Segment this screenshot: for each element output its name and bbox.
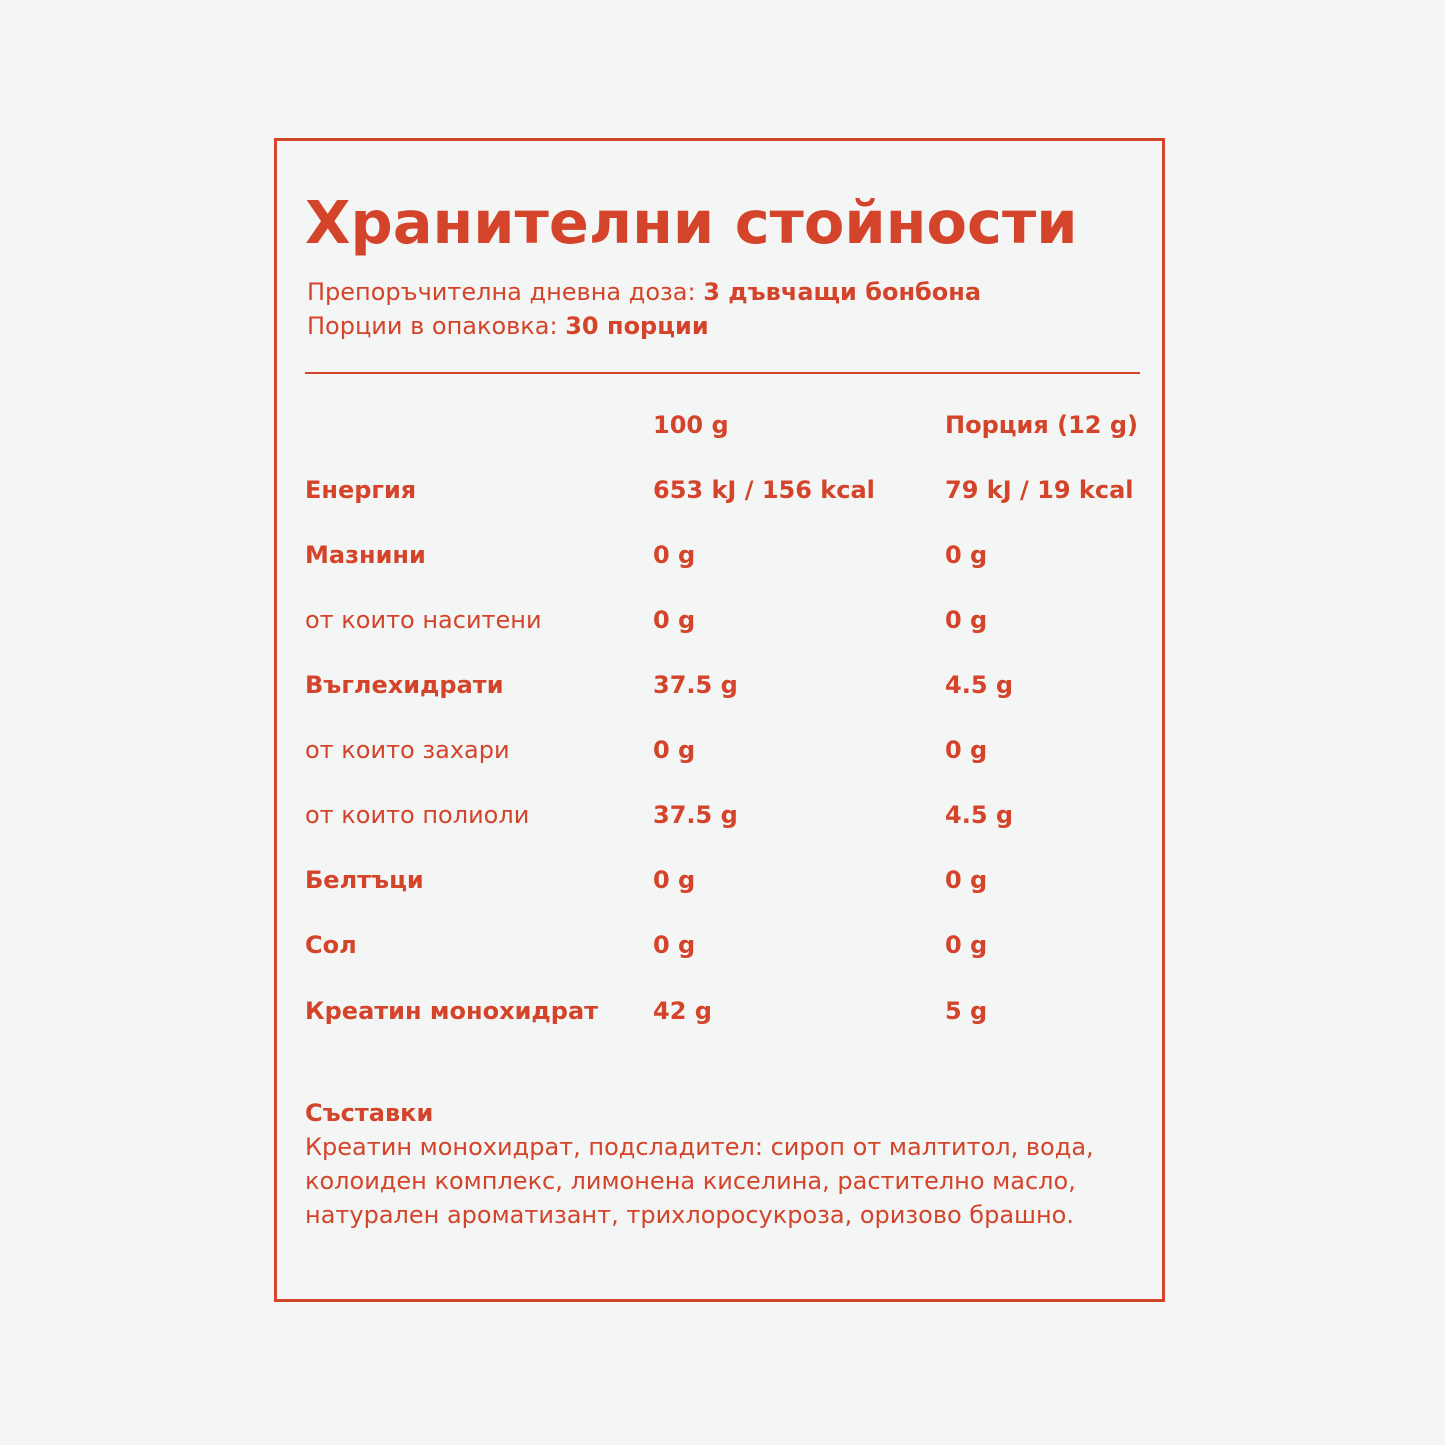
nutrient-name: Въглехидрати bbox=[305, 671, 504, 699]
value-per-100g: 0 g bbox=[653, 931, 696, 959]
divider bbox=[305, 372, 1140, 374]
value-per-serving: 4.5 g bbox=[945, 801, 1014, 829]
nutrition-facts-panel bbox=[274, 138, 1165, 1302]
servings-label: Порции в опаковка: bbox=[307, 312, 566, 340]
daily-dose-label: Препоръчителна дневна доза: bbox=[307, 278, 704, 306]
ingredients-title: Съставки bbox=[305, 1099, 434, 1127]
value-per-100g: 0 g bbox=[653, 606, 696, 634]
table-row-salt bbox=[305, 925, 1145, 965]
value-per-100g: 0 g bbox=[653, 541, 696, 569]
value-per-serving: 5 g bbox=[945, 997, 988, 1025]
nutrient-name: Енергия bbox=[305, 476, 417, 504]
value-per-100g: 0 g bbox=[653, 736, 696, 764]
value-per-100g: 42 g bbox=[653, 997, 712, 1025]
table-row-sugars bbox=[305, 730, 1145, 770]
table-row-protein bbox=[305, 860, 1145, 900]
servings-line bbox=[307, 309, 709, 343]
header-per-serving: Порция (12 g) bbox=[945, 411, 1138, 439]
value-per-serving: 0 g bbox=[945, 866, 988, 894]
table-row-saturated bbox=[305, 600, 1145, 640]
nutrient-name: Креатин монохидрат bbox=[305, 997, 599, 1025]
nutrient-name: от които наситени bbox=[305, 606, 542, 634]
table-header bbox=[305, 405, 1145, 445]
value-per-serving: 0 g bbox=[945, 931, 988, 959]
value-per-serving: 0 g bbox=[945, 606, 988, 634]
header-per-100g: 100 g bbox=[653, 411, 729, 439]
nutrient-name: от които полиоли bbox=[305, 801, 530, 829]
value-per-100g: 37.5 g bbox=[653, 801, 738, 829]
table-row-creatine bbox=[305, 991, 1145, 1031]
servings-value: 30 порции bbox=[565, 312, 709, 340]
nutrient-name: Мазнини bbox=[305, 541, 426, 569]
ingredients-section bbox=[305, 1096, 1165, 1232]
daily-dose-value: 3 дъвчащи бонбона bbox=[703, 278, 982, 306]
value-per-100g: 653 kJ / 156 kcal bbox=[653, 476, 875, 504]
value-per-serving: 79 kJ / 19 kcal bbox=[945, 476, 1134, 504]
daily-dose-line bbox=[307, 275, 981, 309]
table-row-fat bbox=[305, 535, 1145, 575]
value-per-serving: 0 g bbox=[945, 736, 988, 764]
table-row-polyols bbox=[305, 795, 1145, 835]
value-per-100g: 0 g bbox=[653, 866, 696, 894]
value-per-serving: 4.5 g bbox=[945, 671, 1014, 699]
nutrient-name: Сол bbox=[305, 931, 357, 959]
nutrient-name: Белтъци bbox=[305, 866, 424, 894]
value-per-serving: 0 g bbox=[945, 541, 988, 569]
table-row-energy bbox=[305, 470, 1145, 510]
table-row-carbohydrates bbox=[305, 665, 1145, 705]
value-per-100g: 37.5 g bbox=[653, 671, 738, 699]
page-title: Хранителни стойности bbox=[305, 188, 1078, 257]
ingredients-text: Креатин монохидрат, подсладител: сироп от малтитол, вода, колоиден комплекс, лимонена киселина, растително масло, натурален ароматизант, трихлоросукроза, оризово брашно. bbox=[305, 1133, 1094, 1229]
nutrient-name: от които захари bbox=[305, 736, 510, 764]
